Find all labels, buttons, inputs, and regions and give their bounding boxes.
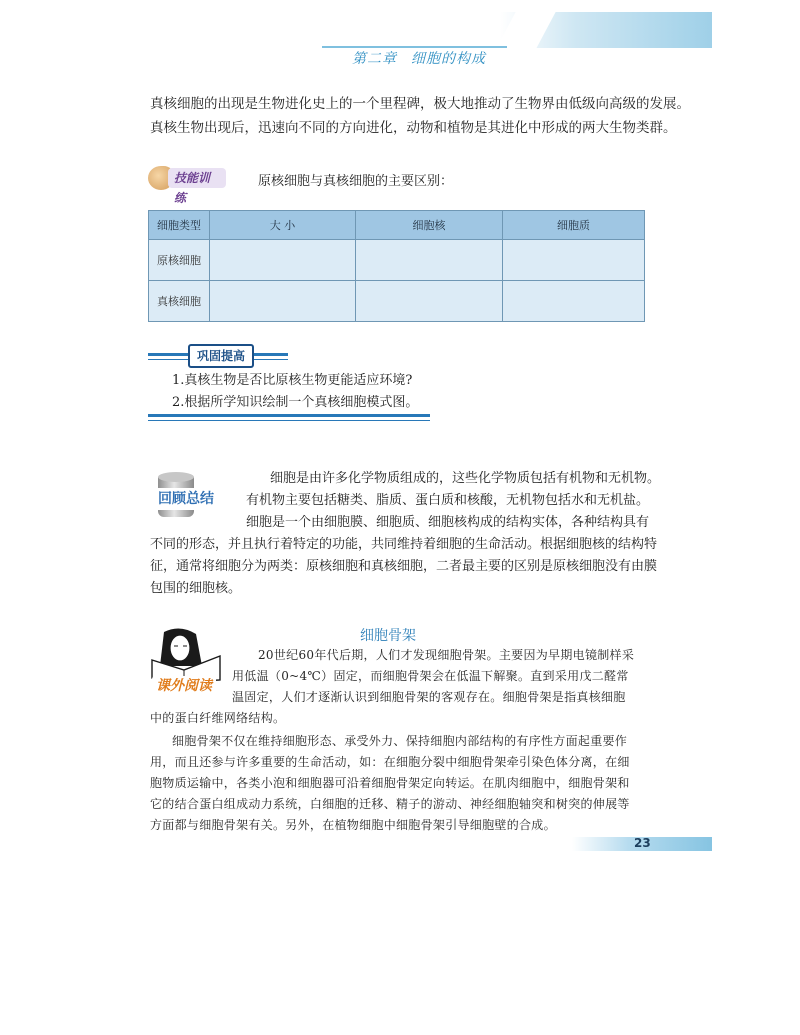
consolidate-rule <box>148 420 430 421</box>
extra-reading-title: 细胞骨架 <box>360 628 416 644</box>
table-row-header: 真核细胞 <box>149 281 210 322</box>
table-header-cell: 细胞类型 <box>149 211 210 240</box>
list-item: 2.根据所学知识绘制一个真核细胞模式图。 <box>172 395 419 410</box>
extra-reading-line: 方面都与细胞骨架有关。另外，在植物细胞中细胞骨架引导细胞壁的合成。 <box>150 818 556 832</box>
table-header-cell: 细胞质 <box>503 211 645 240</box>
table-cell <box>356 240 503 281</box>
chapter-title: 细胞的构成 <box>411 51 486 67</box>
extra-reading-line: 用，而且还参与许多重要的生命活动，如：在细胞分裂中细胞骨架牵引染色体分离，在细 <box>150 755 630 769</box>
table-row <box>149 240 645 281</box>
intro-line: 真核生物出现后，迅速向不同的方向进化，动物和植物是其进化中形成的两大生物类群。 <box>150 120 677 136</box>
review-line: 不同的形态，并且执行着特定的功能，共同维持着细胞的生命活动。根据细胞核的结构特 <box>150 537 658 552</box>
reading-person-icon <box>150 626 222 682</box>
chapter-header <box>352 48 486 68</box>
chapter-number: 第二章 <box>352 51 397 67</box>
extra-reading-line: 中的蛋白纤维网络结构。 <box>150 711 286 725</box>
table-cell <box>210 281 356 322</box>
table-cell <box>210 240 356 281</box>
extra-reading-line: 20世纪60年代后期，人们才发现细胞骨架。主要因为早期电镜制样采 <box>258 648 635 662</box>
review-line: 细胞是一个由细胞膜、细胞质、细胞核构成的结构实体，各种结构具有 <box>246 515 650 530</box>
skill-training-label: 技能训练 <box>168 168 226 188</box>
table-cell <box>503 281 645 322</box>
extra-reading-line: 温固定，人们才逐渐认识到细胞骨架的客观存在。细胞骨架是指真核细胞 <box>232 690 626 704</box>
extra-reading-line: 它的结合蛋白组成动力系统，白细胞的迁移、精子的游动、神经细胞轴突和树突的伸展等 <box>150 797 630 811</box>
table-header-cell: 大 小 <box>210 211 356 240</box>
intro-paragraph <box>150 92 690 140</box>
extra-reading-line: 用低温（0~4℃）固定，而细胞骨架会在低温下解聚。直到采用戊二醛常 <box>232 669 629 683</box>
review-line: 征，通常将细胞分为两类：原核细胞和真核细胞，二者最主要的区别是原核细胞没有由膜 <box>150 559 658 574</box>
intro-line: 真核细胞的出现是生物进化史上的一个里程碑，极大地推动了生物界由低级向高级的发展。 <box>150 96 690 112</box>
review-line: 细胞是由许多化学物质组成的，这些化学物质包括有机物和无机物。 <box>270 471 661 486</box>
table-row <box>149 281 645 322</box>
comparison-table <box>148 210 645 322</box>
extra-reading-line: 胞物质运输中，各类小泡和细胞器可沿着细胞骨架定向转运。在肌肉细胞中，细胞骨架和 <box>150 776 630 790</box>
review-summary-badge: 回顾总结 <box>154 488 218 510</box>
consolidate-list <box>172 370 418 414</box>
table-header-row <box>149 211 645 240</box>
page-number: 23 <box>634 836 651 850</box>
extra-reading-line: 细胞骨架不仅在维持细胞形态、承受外力、保持细胞内部结构的有序性方面起重要作 <box>172 734 628 748</box>
consolidate-rule <box>148 414 430 417</box>
review-line: 包围的细胞核。 <box>150 581 242 596</box>
skill-training-badge <box>148 166 226 205</box>
review-line: 有机物主要包括糖类、脂质、蛋白质和核酸，无机物包括水和无机盐。 <box>246 493 650 508</box>
consolidate-badge: 巩固提高 <box>188 344 254 368</box>
table-row-header: 原核细胞 <box>149 240 210 281</box>
table-cell <box>503 240 645 281</box>
extra-reading-badge: 课外阅读 <box>152 676 216 696</box>
skill-training-title: 原核细胞与真核细胞的主要区别： <box>258 174 454 189</box>
table-cell <box>356 281 503 322</box>
table-header-cell: 细胞核 <box>356 211 503 240</box>
list-item: 1.真核生物是否比原核生物更能适应环境? <box>172 373 413 388</box>
